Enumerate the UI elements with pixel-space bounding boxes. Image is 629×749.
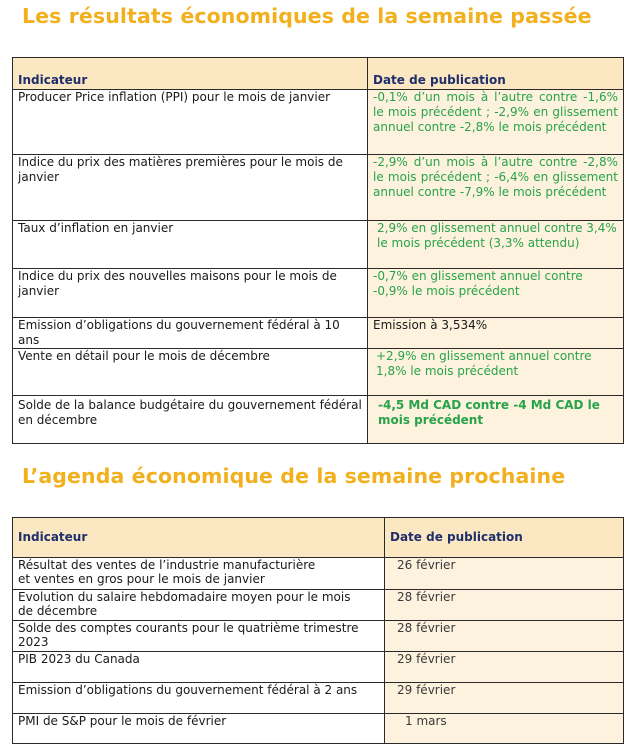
date-cell: 29 février [385,683,624,714]
table-row [13,269,624,318]
indicator-cell [13,558,385,590]
indicator-cell: Taux d’inflation en janvier [13,221,368,269]
table-row [13,621,624,652]
indicator-cell: Indice du prix des matières premières pour le mois de janvier [13,155,368,221]
table-row [13,683,624,714]
indicator-line: Solde des comptes courants pour le quatrième trimestre [18,621,359,635]
indicator-line: Résultat des ventes de l’industrie manufacturière [18,558,316,572]
value-cell: -0,7% en glissement annuel contre -0,9% le mois précédent [368,269,624,318]
indicator-cell: Vente en détail pour le mois de décembre [13,349,368,396]
table-row [13,652,624,683]
indicator-line: PIB 2023 du Canada [18,652,140,666]
section-title-next-week: L’agenda économique de la semaine prochaine [22,464,566,488]
table-row [13,590,624,621]
past-week-results-table [12,57,624,444]
value-cell: +2,9% en glissement annuel contre 1,8% le mois précédent [368,349,624,396]
indicator-line: Evolution du salaire hebdomadaire moyen pour le mois [18,590,351,604]
table-header-row [13,518,624,558]
indicator-cell [13,683,385,714]
indicator-cell [13,621,385,652]
indicator-cell: Solde de la balance budgétaire du gouvernement fédéral en décembre [13,396,368,444]
indicator-line: Emission d’obligations du gouvernement fédéral à 2 ans [18,683,358,697]
value-cell: -2,9% d’un mois à l’autre contre -2,8% le mois précédent ; -6,4% en glissement annuel contre -7,9% le mois précédent [368,155,624,221]
table-row [13,318,624,349]
date-cell: 29 février [385,652,624,683]
indicator-line: 2023 [18,635,49,649]
date-cell: 1 mars [385,714,624,744]
indicator-line: PMI de S&P pour le mois de février [18,714,227,728]
indicator-cell [13,714,385,744]
indicator-cell [13,590,385,621]
date-cell: 26 février [385,558,624,590]
indicator-cell: Producer Price inflation (PPI) pour le mois de janvier [13,90,368,155]
date-cell: 28 février [385,590,624,621]
next-week-agenda-table [12,517,624,744]
section-title-past-week: Les résultats économiques de la semaine passée [22,4,592,28]
indicator-line: de décembre [18,604,98,618]
table-row [13,155,624,221]
indicator-cell [13,652,385,683]
table-row [13,349,624,396]
value-cell: 2,9% en glissement annuel contre 3,4% le mois précédent (3,3% attendu) [368,221,624,269]
indicator-cell: Indice du prix des nouvelles maisons pour le mois de janvier [13,269,368,318]
header-indicator: Indicateur [13,58,368,90]
date-cell: 28 février [385,621,624,652]
table-row [13,396,624,444]
table-row [13,221,624,269]
indicator-line: et ventes en gros pour le mois de janvier [18,572,265,586]
indicator-cell: Emission d’obligations du gouvernement fédéral à 10 ans [13,318,368,349]
table-row [13,558,624,590]
header-publication-date: Date de publication [385,518,624,558]
value-cell: -4,5 Md CAD contre -4 Md CAD le mois précédent [368,396,624,444]
value-cell: Emission à 3,534% [368,318,624,349]
table-header-row [13,58,624,90]
header-indicator: Indicateur [13,518,385,558]
table-row [13,90,624,155]
table-row [13,714,624,744]
header-publication-date: Date de publication [368,58,624,90]
value-cell: -0,1% d’un mois à l’autre contre -1,6% le mois précédent ; -2,9% en glissement annuel contre -2,8% le mois précédent [368,90,624,155]
